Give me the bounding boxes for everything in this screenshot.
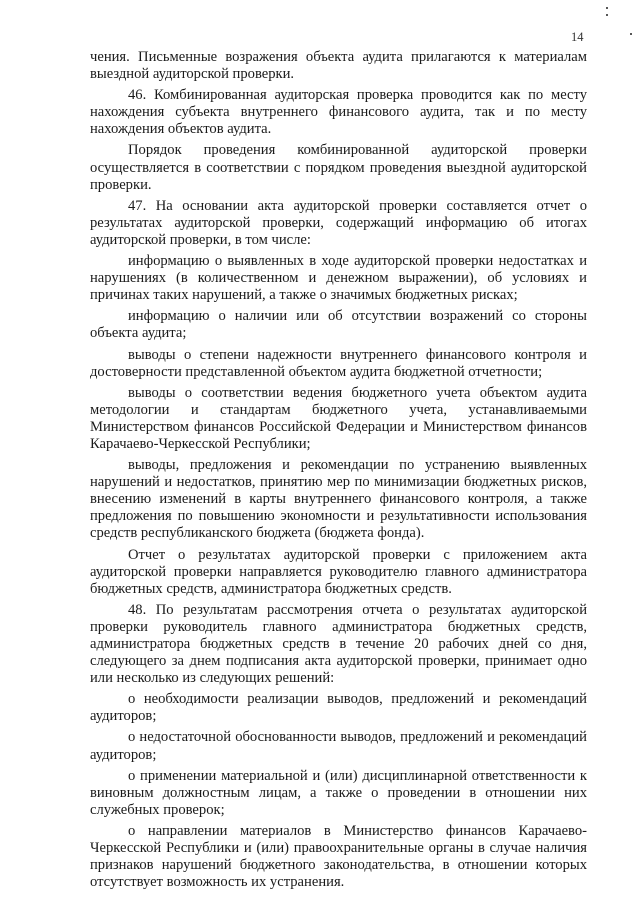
- paragraph: о недостаточной обоснованности выводов, предложений и рекомендаций аудиторов;: [90, 729, 587, 763]
- paragraph: выводы, предложения и рекомендации по устранению выявленных нарушений и недостатков, принятию мер по минимизации бюджетных рисков, внесению изменений в карты внутреннего финансового контроля, а также предложения по повышению экономности и результативности использования средств республиканского бюджета (бюджета фонда).: [90, 457, 587, 542]
- scan-speck: [630, 33, 632, 35]
- paragraph: о направлении материалов в Министерство финансов Карачаево-Черкесской Республики и (или) правоохранительные органы в случае наличия признаков нарушений бюджетного законодательства, в отношении которых отсутствует возможность их устранения.: [90, 822, 587, 891]
- paragraph: информацию о наличии или об отсутствии возражений со стороны объекта аудита;: [90, 308, 587, 342]
- paragraph: Отчет о результатах аудиторской проверки с приложением акта аудиторской проверки направляется руководителю главного администратора бюджетных средств, администратора бюджетных средств.: [90, 546, 587, 597]
- paragraph: информацию о выявленных в ходе аудиторской проверки недостатках и нарушениях (в количественном и денежном выражении), об условиях и причинах таких нарушений, а также о значимых бюджетных рисках;: [90, 253, 587, 304]
- scan-speck: [606, 7, 608, 9]
- paragraph: Порядок проведения комбинированной аудиторской проверки осуществляется в соответствии с порядком проведения выездной аудиторской проверки.: [90, 142, 587, 193]
- paragraph: о необходимости реализации выводов, предложений и рекомендаций аудиторов;: [90, 691, 587, 725]
- paragraph: выводы о степени надежности внутреннего финансового контроля и достоверности представленной объектом аудита бюджетной отчетности;: [90, 346, 587, 380]
- scan-speck: [606, 14, 608, 16]
- paragraph: о применении материальной и (или) дисциплинарной ответственности к виновным должностным лицам, а также о проведении в отношении них служебных проверок;: [90, 767, 587, 818]
- paragraph: 48. По результатам рассмотрения отчета о результатах аудиторской проверки руководитель главного администратора бюджетных средств, администратора бюджетных средств в течение 20 рабочих дней со дня, следующего за днем подписания акта аудиторской проверки, принимает одно или несколько из следующих решений:: [90, 601, 587, 687]
- page-number: 14: [571, 30, 584, 44]
- paragraph: 47. На основании акта аудиторской проверки составляется отчет о результатах аудиторской проверки, содержащий информацию об итогах аудиторской проверки, в том числе:: [90, 197, 587, 248]
- paragraph: чения. Письменные возражения объекта аудита прилагаются к материалам выездной аудиторской проверки.: [90, 49, 587, 83]
- paragraph: 46. Комбинированная аудиторская проверка проводится как по месту нахождения субъекта внутреннего финансового аудита, так и по месту нахождения объектов аудита.: [90, 87, 587, 138]
- paragraph: выводы о соответствии ведения бюджетного учета объектом аудита методологии и стандартам бюджетного учета, устанавливаемыми Министерством финансов Российской Федерации и Министерством финансов Карачаево-Черкесской Республики;: [90, 384, 587, 452]
- body-text: [90, 49, 587, 891]
